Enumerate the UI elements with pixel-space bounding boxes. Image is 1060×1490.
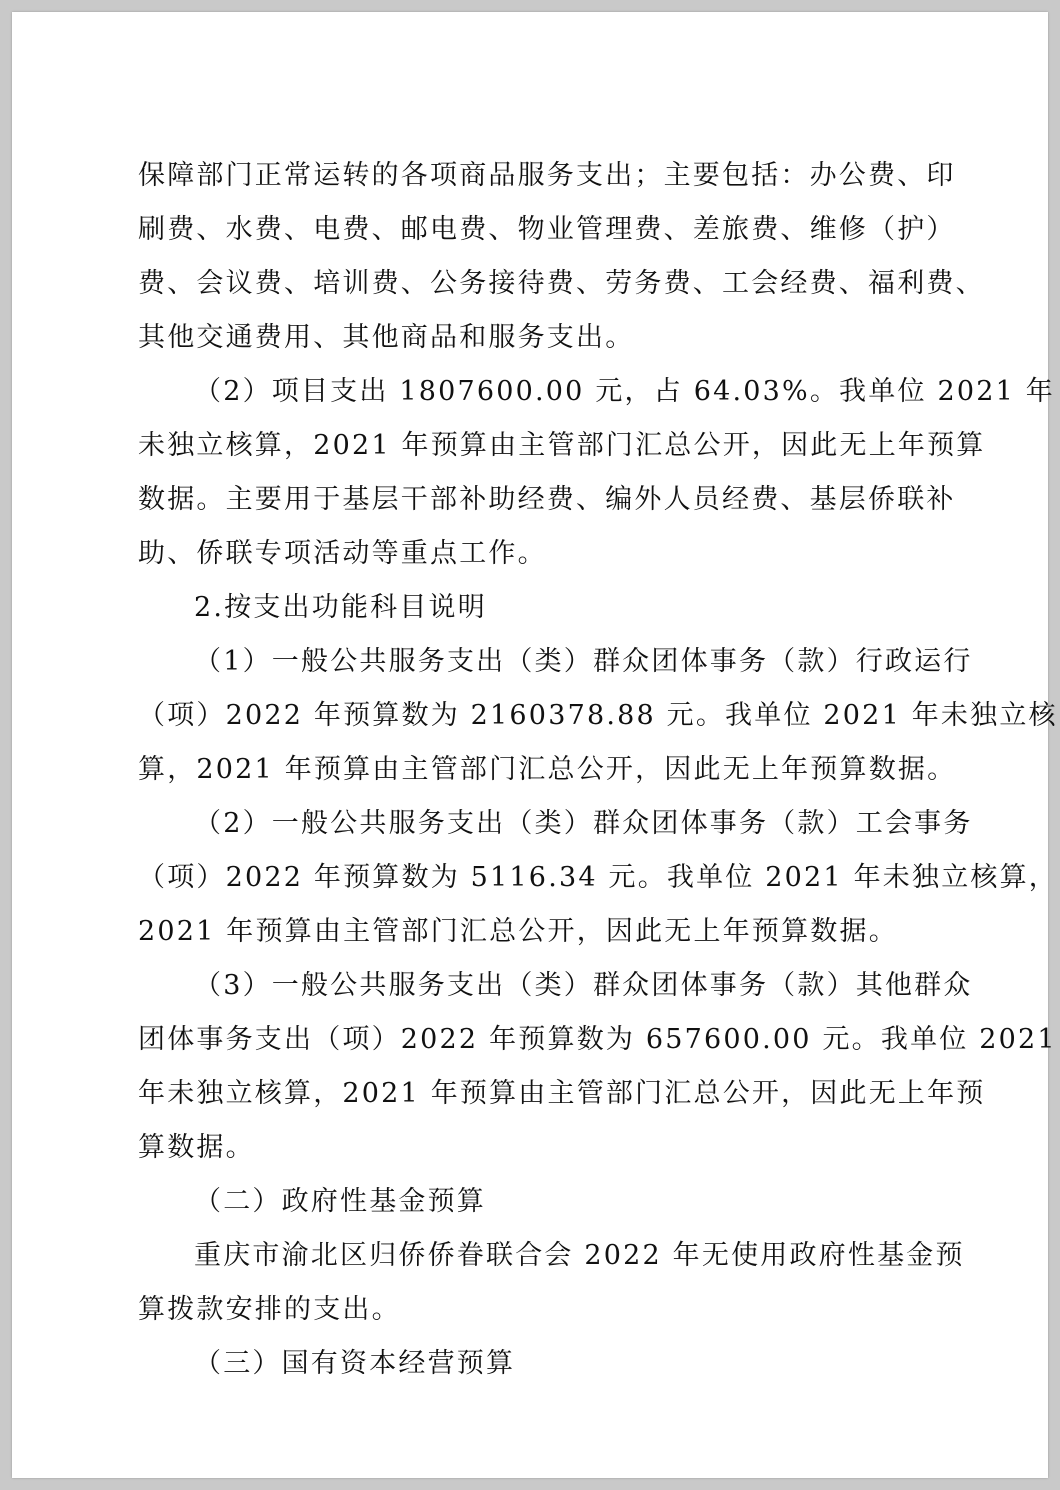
text-line: 未独立核算，2021 年预算由主管部门汇总公开，因此无上年预算 [138,430,986,461]
text-line: 算数据。 [138,1132,255,1163]
text-line: 2.按支出功能科目说明 [194,592,487,623]
paragraph-union-affairs [138,797,1058,959]
text-line: 2021 年预算由主管部门汇总公开，因此无上年预算数据。 [138,916,898,947]
text-line: （2）项目支出 1807600.00 元，占 64.03%。我单位 2021 年 [194,376,1055,407]
text-line: （1）一般公共服务支出（类）群众团体事务（款）行政运行 [194,646,973,677]
text-line: 助、侨联专项活动等重点工作。 [138,538,547,569]
text-line: 重庆市渝北区归侨侨眷联合会 2022 年无使用政府性基金预 [194,1240,965,1271]
text-line: 算拨款安排的支出。 [138,1294,401,1325]
text-line: 其他交通费用、其他商品和服务支出。 [138,322,635,353]
text-line: 费、会议费、培训费、公务接待费、劳务费、工会经费、福利费、 [138,268,985,299]
paragraph-government-fund [138,1229,965,1337]
text-line: 算，2021 年预算由主管部门汇总公开，因此无上年预算数据。 [138,754,957,785]
paragraph-other-group-affairs [138,959,1057,1175]
text-line: （项）2022 年预算数为 2160378.88 元。我单位 2021 年未独立核 [138,700,1058,731]
text-line: （项）2022 年预算数为 5116.34 元。我单位 2021 年未独立核算， [138,862,1058,893]
text-line: （二）政府性基金预算 [194,1186,486,1217]
text-line: （2）一般公共服务支出（类）群众团体事务（款）工会事务 [194,808,973,839]
paragraph-admin-operation [138,635,1058,797]
text-line: 保障部门正常运转的各项商品服务支出；主要包括：办公费、印 [138,160,956,191]
section-heading-government-fund [138,1175,938,1229]
text-line: （3）一般公共服务支出（类）群众团体事务（款）其他群众 [194,970,973,1001]
section-heading-state-capital [138,1337,938,1391]
text-line: 刷费、水费、电费、邮电费、物业管理费、差旅费、维修（护） [138,214,956,245]
text-line: 年未独立核算，2021 年预算由主管部门汇总公开，因此无上年预 [138,1078,986,1109]
paragraph-project-expenditure [138,365,1055,581]
text-line: （三）国有资本经营预算 [194,1348,516,1379]
section-heading-functional-items [138,581,938,635]
document-page [12,12,1058,1478]
text-line: 团体事务支出（项）2022 年预算数为 657600.00 元。我单位 2021 [138,1024,1057,1055]
text-line: 数据。主要用于基层干部补助经费、编外人员经费、基层侨联补 [138,484,956,515]
paragraph-goods-services-continued [138,149,985,365]
document-body [138,149,1058,1391]
